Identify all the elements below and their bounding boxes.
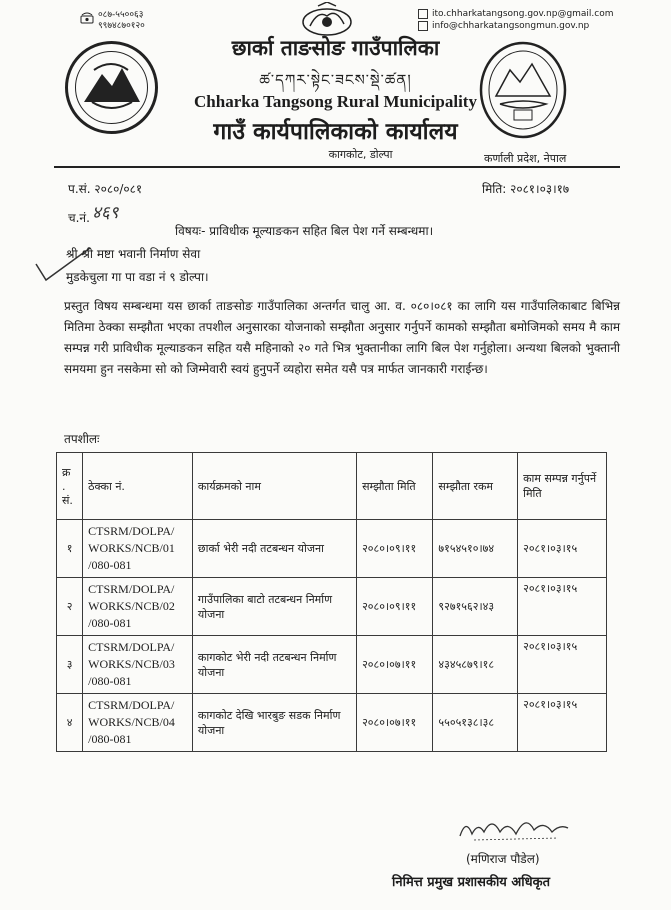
letter-body: प्रस्तुत विषय सम्बन्धमा यस छार्का ताङसोङ गाउँपालिका अन्तर्गत चालु आ. व. ०८०।०८१ का लागि यस गाउँपालिकाबाट बिभिन्न मितिमा ठेक्का सम्झौता भएका तपशील अनुसारका योजनाको सम्झौता अनुसार गर्नुपर्ने कामको सम्झौता बमोजिमको समय मै काम सम्पन्न गरी प्राविधीक मूल्याङकन सहित यसै महिनाको २० गते भित्र भुक्तानीका लागि बिल पेश गर्नुहोला। अन्यथा बिलको भुक्तानी समयमा हुन नसकेमा सो को जिम्मेवारी स्वयं हुनुपर्ने व्यहोरा समेत यसै पत्र मार्फत जानकारी गराईन्छ।	[64, 299, 620, 376]
table-header-row	[57, 453, 607, 520]
column-header: कार्यक्रमको नाम	[192, 453, 356, 520]
completion-date: २०८१।०३।१५	[518, 578, 607, 636]
column-header: सम्झौता मिति	[357, 453, 433, 520]
national-emblem	[296, 2, 358, 36]
table-row	[57, 520, 607, 578]
completion-date: २०८१।०३।१५	[518, 520, 607, 578]
email-block	[418, 8, 614, 32]
table-row	[57, 578, 607, 636]
table-row	[57, 694, 607, 752]
program-name: छार्का भेरी नदी तटबन्धन योजना	[192, 520, 356, 578]
subject-line: विषयः- प्राविधीक मूल्याङकन सहित बिल पेश गर्ने सम्बन्धमा।	[175, 224, 434, 238]
program-name: गाउँपालिका बाटो तटबन्धन निर्माण योजना	[192, 578, 356, 636]
row-number: २	[57, 578, 83, 636]
email-icon	[418, 21, 428, 31]
row-number: ४	[57, 694, 83, 752]
phone-number: ०८७-५५००६३	[98, 10, 144, 20]
agreement-date: २०८०।०७।११	[357, 694, 433, 752]
agreement-amount: ९२७१५६२।४३	[433, 578, 518, 636]
dispatch-label: च.नं.	[68, 211, 90, 225]
phone-number: ९९७४८७०१२०	[98, 21, 145, 31]
municipality-name-tibetan: ཚ་དཀར་སྟེང་ཟངས་སྡེ་ཚན།	[259, 71, 412, 89]
agreement-amount: ५५०५१३८।३८	[433, 694, 518, 752]
row-number: १	[57, 520, 83, 578]
column-header: काम सम्पन्न गर्नुपर्ने मिति	[518, 453, 607, 520]
program-name: कागकोट देखि भारबुङ सडक निर्माण योजना	[192, 694, 356, 752]
column-header: क्र . सं.	[57, 453, 83, 520]
office-location: कागकोट, डोल्पा	[328, 148, 393, 161]
header-divider	[54, 166, 620, 168]
row-number: ३	[57, 636, 83, 694]
signatory-title: निमित्त प्रमुख प्रशासकीय अधिकृत	[392, 875, 551, 890]
contract-number: CTSRM/DOLPA/ WORKS/NCB/03 /080-081	[83, 636, 193, 694]
completion-date: २०८१।०३।१५	[518, 636, 607, 694]
agreement-date: २०८०।०९।११	[357, 578, 433, 636]
completion-date: २०८१।०३।१५	[518, 694, 607, 752]
province-label: कर्णाली प्रदेश, नेपाल	[484, 152, 567, 165]
dispatch-number: ४६९	[92, 203, 119, 223]
phone-block	[80, 10, 145, 32]
municipality-name-english: Chharka Tangsong Rural Municipality	[194, 92, 477, 111]
table-row	[57, 636, 607, 694]
recipient-name: श्री श्री मष्टा भवानी निर्माण सेवा	[66, 247, 201, 261]
signatory-name: (मणिराज पौडेल)	[466, 852, 540, 866]
contracts-table	[56, 452, 607, 752]
contract-number: CTSRM/DOLPA/ WORKS/NCB/01 /080-081	[83, 520, 193, 578]
phone-icon	[80, 12, 94, 24]
contract-number: CTSRM/DOLPA/ WORKS/NCB/04 /080-081	[83, 694, 193, 752]
municipality-name-nepali: छार्का ताङसोङ गाउँपालिका	[231, 36, 440, 60]
office-name: गाउँ कार्यपालिकाको कार्यालय	[213, 119, 458, 145]
email-address: info@chharkatangsongmun.gov.np	[432, 21, 590, 31]
recipient-address: मुडकेचुला गा पा वडा नं ९ डोल्पा।	[66, 270, 209, 284]
handwritten-signature	[454, 810, 574, 846]
email-icon	[418, 9, 428, 19]
column-header: सम्झौता रकम	[433, 453, 518, 520]
agreement-date: २०८०।०९।११	[357, 520, 433, 578]
column-header: ठेक्का नं.	[83, 453, 193, 520]
reference-number: प.सं. २०८०/०८१	[68, 182, 143, 196]
program-name: कागकोट भेरी नदी तटबन्धन निर्माण योजना	[192, 636, 356, 694]
letter-date: मिति: २०८१।०३।१७	[482, 182, 570, 196]
contract-number: CTSRM/DOLPA/ WORKS/NCB/02 /080-081	[83, 578, 193, 636]
agreement-amount: ४३४५८७९।१८	[433, 636, 518, 694]
agreement-amount: ७१५४५१०।७४	[433, 520, 518, 578]
email-address: ito.chharkatangsong.gov.np@gmail.com	[432, 9, 614, 19]
details-label: तपशीलः	[64, 432, 100, 446]
agreement-date: २०८०।०७।११	[357, 636, 433, 694]
